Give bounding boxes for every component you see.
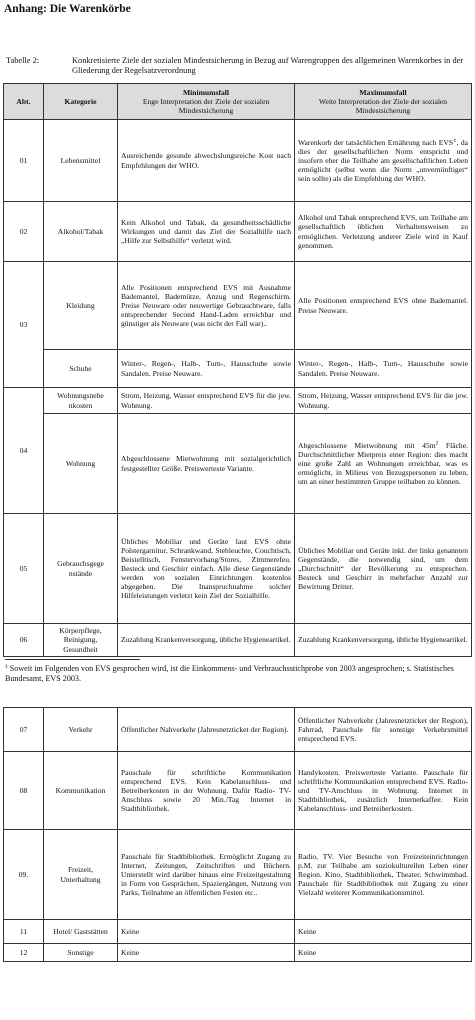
row-minimum: Ausreichende gesunde abwechslungsreiche Kost nach Empfehlungen der WHO. [118, 120, 295, 202]
row-kategorie: Gebrauchsgege nstände [44, 514, 118, 624]
row-minimum: Keine [118, 920, 295, 944]
row-kategorie: Kleidung [44, 262, 118, 350]
row-maximum: Übliches Mobiliar und Geräte inkl. der links genannten Gegenstände, die notwendig sind, um dem „Durchschnitt“ der Bevölkerung zu entsprechen. Besteck und Geschirr in mehrfacher Anzahl zur Bewirtung Dritter. [295, 514, 472, 624]
table-row-01 [4, 120, 472, 202]
row-abt: 11 [4, 920, 44, 944]
row-kategorie: Freizeit, Unterhaltung [44, 830, 118, 920]
table-row-04-nebenkosten [4, 388, 472, 414]
header-max-title: Maximumsfall [359, 87, 407, 97]
table-row-07 [4, 708, 472, 752]
row-maximum: Keine [295, 944, 472, 962]
row-maximum: Alkohol und Tabak entsprechend EVS, um Teilhabe am gesellschaftlich üblichen Verhaltensweisen zu ermöglichen. Verletzung anderer Ziele wird in Kauf genommen. [295, 202, 472, 262]
header-kategorie: Kategorie [44, 84, 118, 120]
header-max-sub: Weite Interpretation der Ziele der sozialen Mindestsicherung [318, 96, 448, 116]
row-minimum: Keine [118, 944, 295, 962]
table-row-03-kleidung [4, 262, 472, 350]
row-minimum: Abgeschlossene Mietwohnung mit sozialgerichtlich festgestellter Größe. Preiswerteste Variante. [118, 414, 295, 514]
row-maximum: Zuzahlung Krankenversorgung, übliche Hygieneartikel. [295, 624, 472, 657]
header-abt: Abt. [4, 84, 44, 120]
table-row-08 [4, 752, 472, 830]
header-minimumsfall [118, 84, 295, 120]
row-minimum: Kein Alkohol und Tabak, da gesundheitsschädliche Wirkungen und damit das Ziel der Sozialhilfe nach „Hilfe zur Selbsthilfe“ verletzt wird. [118, 202, 295, 262]
row-kategorie: Sonstige [44, 944, 118, 962]
row-abt: 02 [4, 202, 44, 262]
warenkorb-table-part-1 [3, 83, 472, 657]
row-maximum: Abgeschlossene Mietwohnung mit $45m^2$ Fläche. Durchschnittlicher Mietpreis einer Region: dies macht eine große Zahl an Wohnungen erreichbar, was es ermöglicht, in Milieus von Bezugspersonen zu leben, um an einer bestimmten Gruppe teilhaben zu können. [295, 414, 472, 514]
table-header-row [4, 84, 472, 120]
row-abt: 06 [4, 624, 44, 657]
row-abt: 03 [4, 262, 44, 388]
header-maximumsfall [295, 84, 472, 120]
table-row-09 [4, 830, 472, 920]
row-minimum: Übliches Mobiliar und Geräte laut EVS ohne Polstergarnitur, Schrankwand, Stehleuchte, Couchtisch, Beistelltisch, Fenstervorhang/Stores, Zimmerefeu. Besteck und Geschirr einfach. Alle diese Gegenstände werden von sozialen Einrichtungen kostenlos abgegeben. Die Inanspruchnahme solcher Hilfeleistungen verletzt kein Ziel der Sozialhilfe. [118, 514, 295, 624]
table-row-05 [4, 514, 472, 624]
row-abt: 05 [4, 514, 44, 624]
row-minimum: Pauschale für schriftliche Kommunikation entsprechend EVS. Kein Kabelanschluss- und Betreiberkosten in der Wohnung. Dafür Radio- TV-Anschluss sowie 20 Min./Tag Internet in Stadtbibliothek. [118, 752, 295, 830]
header-min-sub: Enge Interpretation der Ziele der sozialen Mindestsicherung [142, 96, 270, 116]
table-caption-text: Konkretisierte Ziele der sozialen Mindestsicherung in Bezug auf Warengruppen des allgemeinen Warenkorbes in der Gliederung der Regelsatzverordnung [72, 56, 464, 75]
row-abt: 08 [4, 752, 44, 830]
row-abt: 12 [4, 944, 44, 962]
row-kategorie: Wohnungsnebe nkosten [44, 388, 118, 414]
row-kategorie: Schuhe [44, 350, 118, 388]
row-kategorie: Hotel/ Gaststätten [44, 920, 118, 944]
row-maximum: Öffentlicher Nahverkehr (Jahresnetzticket der Region), Fahrrad, Pauschale für sonstige Verkehrsmittel entsprechend EVS. [295, 708, 472, 752]
row-kategorie: Lebensmittel [44, 120, 118, 202]
row-minimum: Strom, Heizung, Wasser entsprechend EVS für die jew. Wohnung. [118, 388, 295, 414]
row-maximum: Alle Positionen entsprechend EVS ohne Bademantel. Preise Neuware. [295, 262, 472, 350]
table-row-02 [4, 202, 472, 262]
page-heading: Anhang: Die Warenkörbe [4, 3, 131, 15]
row-maximum: Keine [295, 920, 472, 944]
footnote-mark: ‡ [453, 137, 457, 144]
header-min-title: Minimumsfall [183, 87, 229, 97]
footnote-text: Soweit im Folgenden von EVS gesprochen wird, ist die Einkommens- und Verbrauchsstichprobe von 2003 angesprochen; s. Statistisches Bundesamt, EVS 2003. [5, 664, 454, 683]
row-minimum: Winter-, Regen-, Halb-, Turn-, Hausschuhe sowie Sandalen. Preise Neuware. [118, 350, 295, 388]
row-minimum: Pauschale für Stadtbibliothek. Ermöglicht Zugang zu Internet, Zeitungen, Zeitschriften und Büchern. Unterstellt wird darüber hinaus eine Freizeitgestaltung in Form von Gesprächen, Spaziergängen, Nutzung von Parks, Teilnahme an öffentlichen Festen etc.. [118, 830, 295, 920]
warenkorb-table-part-2 [3, 707, 472, 962]
row-kategorie: Wohnung [44, 414, 118, 514]
footnote-separator [5, 659, 140, 660]
table-row-03-schuhe [4, 350, 472, 388]
row-minimum: Öffentlicher Nahverkehr (Jahresnetzticket der Region). [118, 708, 295, 752]
row-maximum: Radio, TV. Vier Besuche von Freizeiteinrichtungen p.M. zur Teilhabe am soziokulturellen Leben einer Region. Kino, Stadtbibliothek, Theater, Schwimmbad. Pauschale für Stadtbibliothek mit Zugang zu einer Vielzahl weiterer Kommunikationsmittel. [295, 830, 472, 920]
row-minimum: Alle Positionen entsprechend EVS mit Ausnahme Bademantel, Bademütze, Anzug und Regenschirm. Preise Neuware oder neuwertige Gebrauchtware, falls entsprechender Second Hand-Laden erreichbar und günstiger als Neuware (was nicht der Fall war).. [118, 262, 295, 350]
row-maximum: Winter-, Regen-, Halb-, Turn-, Hausschuhe sowie Sandalen. Preise Neuware. [295, 350, 472, 388]
row-abt: 04 [4, 388, 44, 514]
footnote-mark: ‡ [5, 663, 8, 670]
superscript-2: 2 [435, 440, 439, 447]
table-row-04-wohnung [4, 414, 472, 514]
row-kategorie: Verkehr [44, 708, 118, 752]
row-maximum: Handykosten. Preiswerteste Variante. Pauschale für schriftliche Kommunikation entsprechend EVS. Radio- und TV-Anschluss in Wohnung. Internet in Stadtbibliothek, zusätzlich Internetkaffee. Kein Kabelanschluss- und Betreiberkosten. [295, 752, 472, 830]
table-row-12 [4, 944, 472, 962]
row-maximum: Strom, Heizung, Wasser entsprechend EVS für die jew. Wohnung. [295, 388, 472, 414]
row-abt: 01 [4, 120, 44, 202]
row-kategorie: Kommunikation [44, 752, 118, 830]
table-row-11 [4, 920, 472, 944]
footnote [5, 664, 469, 683]
row-abt: 07 [4, 708, 44, 752]
row-maximum: Warenkorb der tatsächlichen Ernährung nach EVS‡, da dies der gesellschaftlichen Norm entspricht und insofern eher die Teilhabe am gesellschaftlichen Leben ermöglicht (selbst wenn die Norm „unvernünftiger“ sein sollte) als die Empfehlung der WHO. [295, 120, 472, 202]
table-caption-label: Tabelle 2: [6, 56, 40, 65]
row-abt: 09. [4, 830, 44, 920]
table-row-06 [4, 624, 472, 657]
row-kategorie: Körperpflege, Reinigung, Gesundheit [44, 624, 118, 657]
row-minimum: Zuzahlung Krankenversorgung, übliche Hygieneartikel. [118, 624, 295, 657]
row-kategorie: Alkohol/Tabak [44, 202, 118, 262]
